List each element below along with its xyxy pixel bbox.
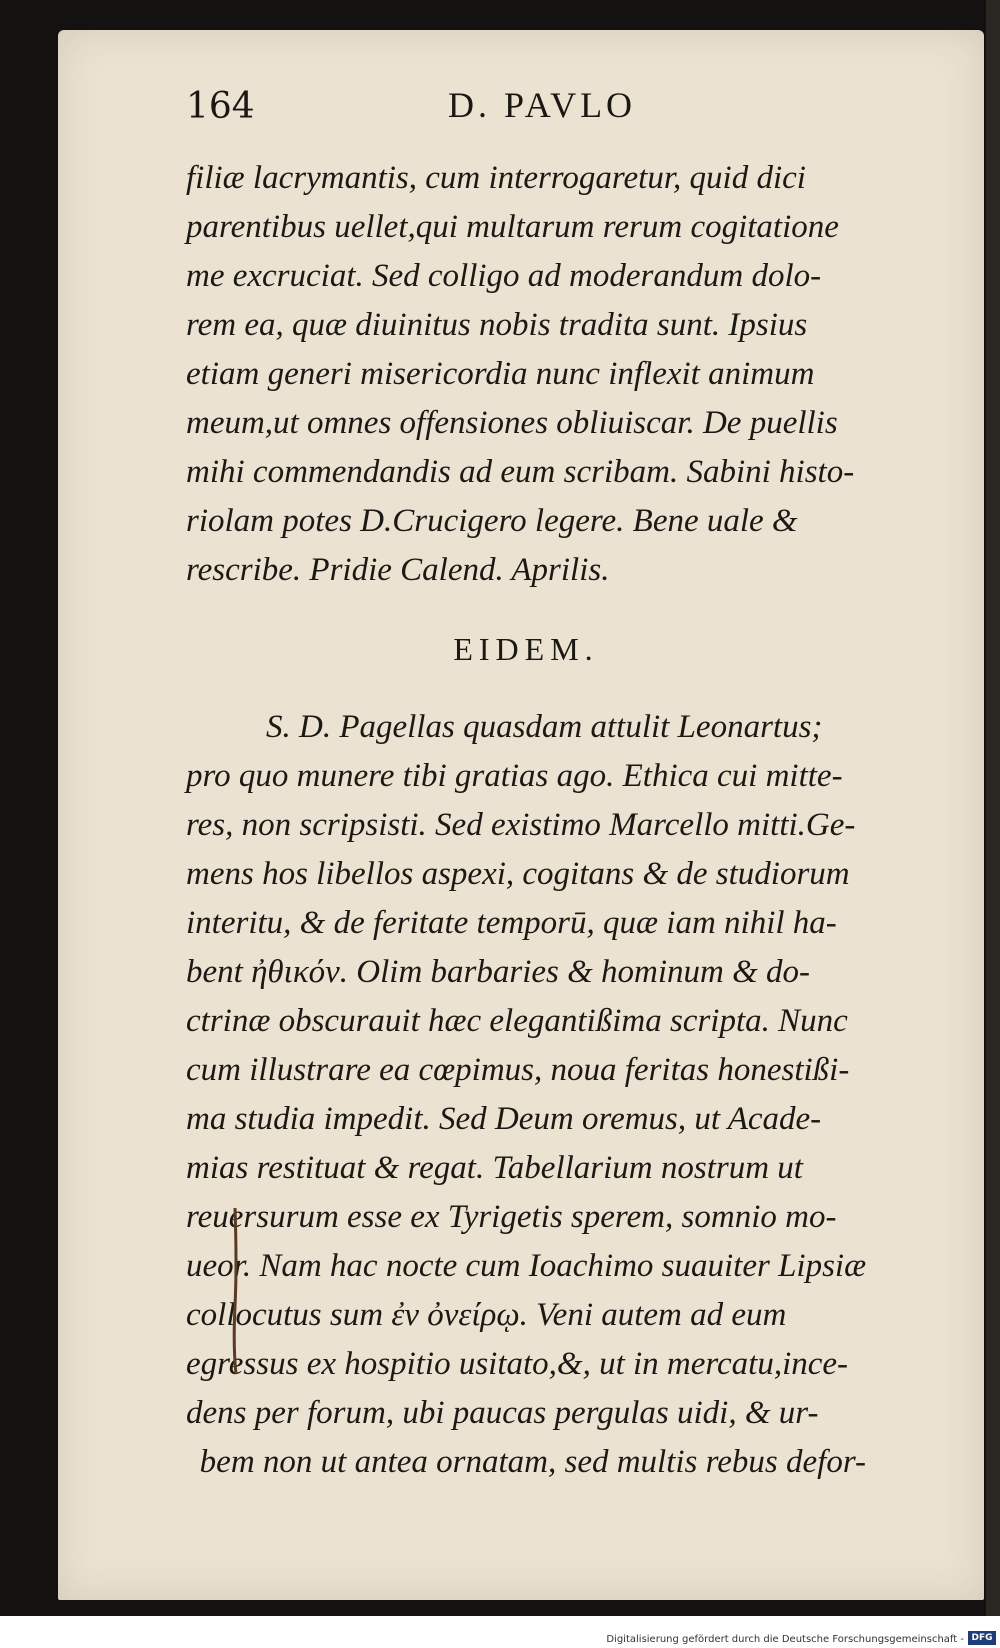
text-line: bem non ut antea ornatam, sed multis rebus defor-	[199, 1444, 866, 1480]
text-line: etiam generi misericordia nunc inflexit animum	[186, 356, 815, 392]
text-line: mihi commendandis ad eum scribam. Sabini histo-	[186, 454, 855, 490]
text-line: cum illustrare ea cœpimus, noua feritas honestißi-	[186, 1052, 850, 1088]
text-line: res, non scripsisti. Sed existimo Marcello mitti.Ge-	[186, 807, 856, 843]
letter-heading: EIDEM.	[453, 631, 599, 667]
text-line: collocutus sum ἐν ὀνείρῳ. Veni autem ad eum	[186, 1297, 787, 1333]
text-line: rem ea, quæ diuinitus nobis tradita sunt. Ipsius	[186, 307, 808, 343]
text-line: dens per forum, ubi paucas pergulas uidi, & ur-	[186, 1395, 819, 1431]
margin-bracket-mark	[232, 1193, 238, 1389]
text-line: mias restituat & regat. Tabellarium nostrum ut	[186, 1150, 803, 1186]
text-line: bent ἠθικόν. Olim barbaries & hominum & do-	[186, 954, 811, 990]
text-line: reuersurum esse ex Tyrigetis sperem, somnio mo-	[186, 1199, 837, 1235]
book-edge	[986, 0, 1000, 1616]
text-line: ueor. Nam hac nocte cum Ioachimo suauiter Lipsiæ	[186, 1248, 867, 1284]
text-line: rescribe. Pridie Calend. Aprilis.	[186, 552, 610, 588]
text-line: pro quo munere tibi gratias ago. Ethica cui mitte-	[186, 758, 843, 794]
text-line: S. D. Pagellas quasdam attulit Leonartus;	[266, 709, 823, 745]
dfg-logo: DFG	[968, 1631, 996, 1645]
text-line: filiæ lacrymantis, cum interrogaretur, quid dici	[186, 160, 806, 196]
text-line: me excruciat. Sed colligo ad moderandum dolo-	[186, 258, 822, 294]
running-title: D. PAVLO	[448, 85, 637, 125]
text-line: mens hos libellos aspexi, cogitans & de studiorum	[186, 856, 850, 892]
digitization-credit: Digitalisierung gefördert durch die Deutsche Forschungsgemeinschaft -	[606, 1634, 964, 1645]
text-line: egressus ex hospitio usitato,&, ut in mercatu,ince-	[186, 1346, 849, 1382]
text-line: riolam potes D.Crucigero legere. Bene uale &	[186, 503, 798, 539]
text-line: parentibus uellet,qui multarum rerum cogitatione	[186, 209, 839, 245]
text-line: ma studia impedit. Sed Deum oremus, ut Acade-	[186, 1101, 822, 1137]
text-line: interitu, & de feritate temporū, quæ iam nihil ha-	[186, 905, 837, 941]
text-line: meum,ut omnes offensiones obliuiscar. De puellis	[186, 405, 838, 441]
page-number: 164	[186, 86, 255, 127]
text-line: ctrinæ obscurauit hæc elegantißima scripta. Nunc	[186, 1003, 848, 1039]
